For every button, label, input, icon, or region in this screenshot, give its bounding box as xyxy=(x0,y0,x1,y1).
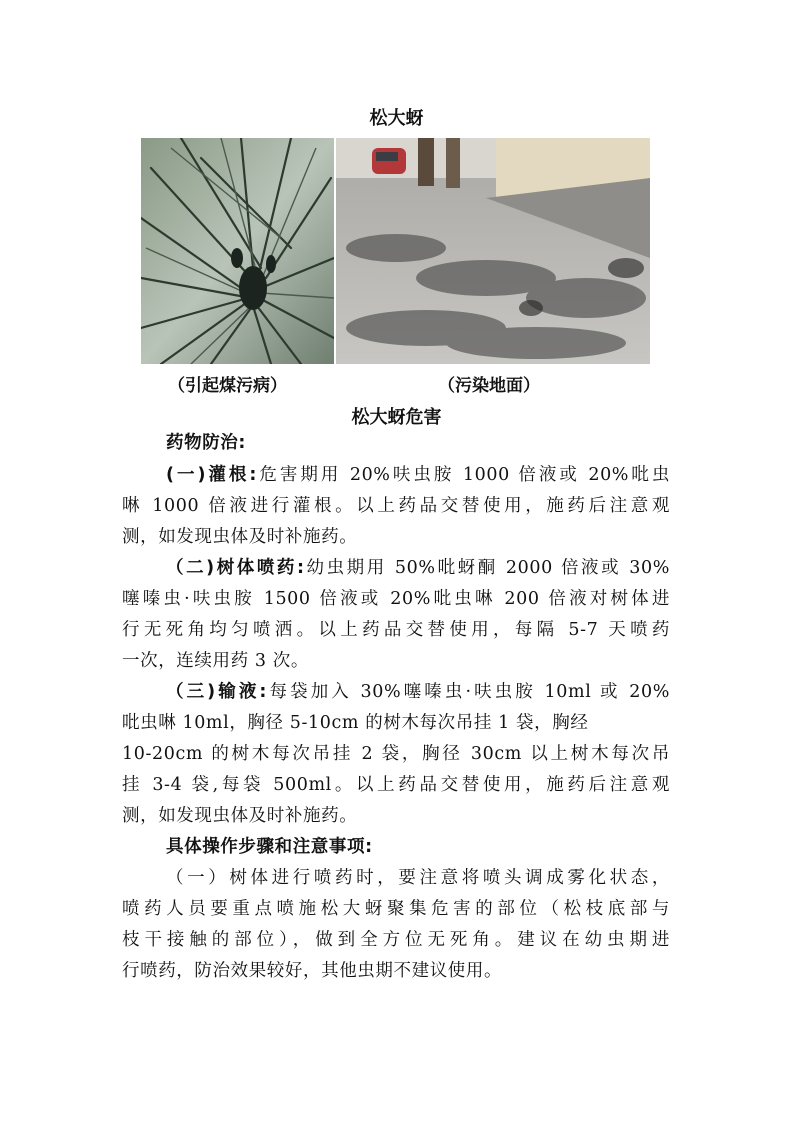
paragraph-line: 枝干接触的部位），做到全方位无死角。建议在幼虫期进 xyxy=(122,930,670,950)
paragraph-line xyxy=(166,553,670,583)
item-label: (一)灌根: xyxy=(166,465,257,485)
polluted-ground-photo xyxy=(336,138,650,364)
page-title: 松大蚜 xyxy=(369,108,424,129)
right-photo-caption: （污染地面） xyxy=(438,376,540,396)
paragraph-line: 挂 3-4 袋,每袋 500ml。以上药品交替使用，施药后注意观 xyxy=(122,775,670,795)
paragraph-line: 测，如发现虫体及时补施药。 xyxy=(122,527,358,547)
paragraph-line: 噻嗪虫·呋虫胺 1500 倍液或 20%吡虫啉 200 倍液对树体进 xyxy=(122,589,670,609)
section-heading xyxy=(166,832,714,862)
paragraph-line: 行无死角均匀喷洒。以上药品交替使用，每隔 5-7 天喷药 xyxy=(122,620,670,640)
paragraph-line: 10-20cm 的树木每次吊挂 2 袋，胸径 30cm 以上树木每次吊 xyxy=(122,744,670,764)
item-label: （二)树体喷药: xyxy=(166,558,305,578)
paragraph-line: 一次，连续用药 3 次。 xyxy=(122,651,309,671)
item-text: 每袋加入 30%噻嗪虫·呋虫胺 10ml 或 20% xyxy=(267,682,670,702)
paragraph-line: 啉 1000 倍液进行灌根。以上药品交替使用，施药后注意观 xyxy=(122,496,670,516)
figure-title: 松大蚜危害 xyxy=(351,407,442,428)
paragraph-line: （一）树体进行喷药时，要注意将喷头调成雾化状态， xyxy=(166,868,670,888)
paragraph-line: 喷药人员要重点喷施松大蚜聚集危害的部位（松枝底部与 xyxy=(122,899,670,919)
heading-text: 药物防治: xyxy=(166,433,246,453)
paragraph-line: 测，如发现虫体及时补施药。 xyxy=(122,806,358,826)
item-text: 幼虫期用 50%吡蚜酮 2000 倍液或 30% xyxy=(304,558,670,578)
item-label: （三)输液: xyxy=(166,682,268,702)
paragraph-line xyxy=(166,677,670,707)
paragraph-line: 吡虫啉 10ml，胸径 5-10cm 的树木每次吊挂 1 袋，胸经 xyxy=(122,713,589,733)
left-photo-caption: （引起煤污病） xyxy=(168,376,287,396)
section-heading xyxy=(166,428,714,458)
item-text: 危害期用 20%呋虫胺 1000 倍液或 20%吡虫 xyxy=(257,465,670,485)
paragraph-line xyxy=(166,460,670,490)
paragraph-line: 行喷药，防治效果较好，其他虫期不建议使用。 xyxy=(122,961,503,981)
sooty-mold-photo xyxy=(141,138,334,364)
heading-text: 具体操作步骤和注意事项: xyxy=(166,837,373,857)
